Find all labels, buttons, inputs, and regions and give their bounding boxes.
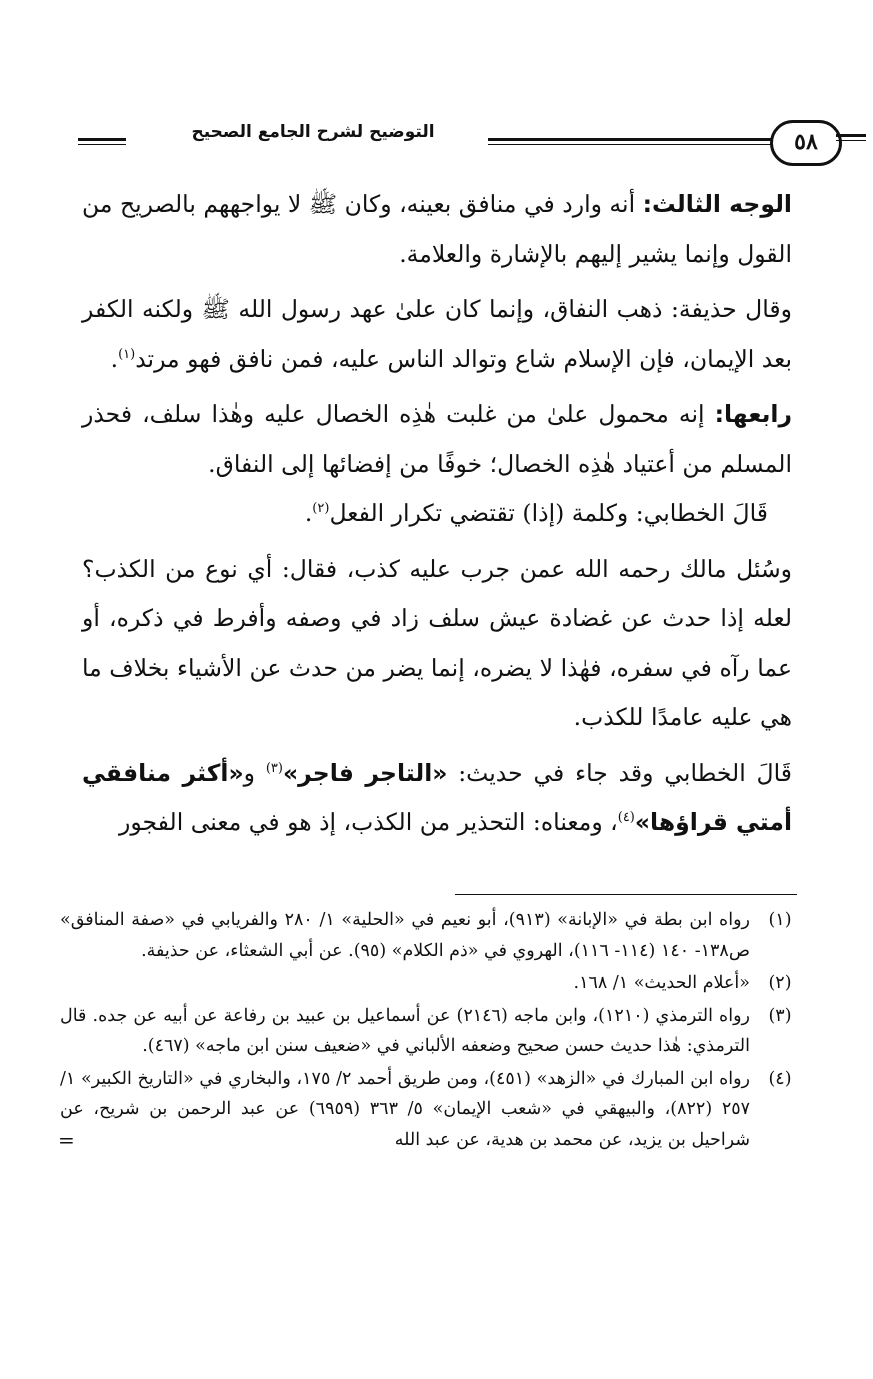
paragraph-text: و <box>243 758 266 787</box>
footnote <box>60 1001 800 1062</box>
continuation-mark: = <box>58 1127 75 1152</box>
footnotes <box>60 905 800 1157</box>
footnote-number: (٣) <box>768 1005 792 1026</box>
footnote-ref: (٢) <box>312 501 330 517</box>
footnote <box>60 1064 800 1156</box>
footnote-ref: (٤) <box>617 810 635 826</box>
paragraph-khattabi-hadith <box>82 749 792 848</box>
footnote-text: رواه ابن المبارك في «الزهد» (٤٥١)، ومن طريق أحمد ٢/ ١٧٥، والبخاري في «التاريخ الكبير» ١/ ٢٥٧ (٨٢٢)، والبيهقي في «شعب الإيمان» ٥/ ٣٦٣ (٦٩٥٩) عن عبد الرحمن بن شريح، عن شراحيل بن يزيد، عن محمد بن هدية، عن عبد الله <box>60 1068 751 1150</box>
paragraph-khattabi: قَالَ الخطابي: وكلمة (إذا) تقتضي تكرار الفعل$^{(٢)}$. <box>304 499 768 527</box>
hadith-quote: «أكثر منافقي أمتي قراؤها» <box>82 758 792 836</box>
hadith-quote: «التاجر فاجر» <box>282 758 448 787</box>
paragraph-text: قَالَ الخطابي وقد جاء في حديث: <box>447 758 792 787</box>
paragraph-lead: رابعها: <box>714 400 792 428</box>
paragraph-text: أنه وارد في منافق بعينه، وكان ﷺ لا يواجههم بالصريح من القول وإنما يشير إليهم بالإشارة والعلامة. <box>82 190 792 268</box>
footnote-number: (٤) <box>768 1068 792 1089</box>
footnote <box>60 905 800 966</box>
footnote-text: رواه الترمذي (١٢١٠)، وابن ماجه (٢١٤٦) عن أسماعيل بن عبيد بن رفاعة عن أبيه عن جده. قال الترمذي: هٰذا حديث حسن صحيح وضعفه الألباني في «ضعيف سنن ابن ماجه» (٤٦٧). <box>60 1005 750 1056</box>
paragraph-fourth <box>82 390 792 489</box>
footnote-ref: (١) <box>118 346 136 362</box>
footnote-text: «أعلام الحديث» ١/ ١٦٨. <box>573 973 750 993</box>
header-book-title: التوضيح لشرح الجامع الصحيح <box>191 122 435 142</box>
paragraph-text: ، ومعناه: التحذير من الكذب، إذ هو في معنى الفجور <box>119 808 618 836</box>
header-rule-right <box>836 134 866 141</box>
paragraph-text: إنه محمول علىٰ من غلبت هٰذِه الخصال عليه وهٰذا سلف، فحذر المسلم من أعتياد هٰذِه الخصال؛ خوفًا من إفضائها إلى النفاق. <box>82 400 792 478</box>
paragraph-malik <box>82 545 792 743</box>
header-rule-middle <box>488 138 773 145</box>
footnote-text: رواه ابن بطة في «الإبانة» (٩١٣)، أبو نعيم في «الحلية» ١/ ٢٨٠ والفريابي في «صفة المنافق» ص١٣٨- ١٤٠ (١١٤- ١١٦)، الهروي في «ذم الكلام» (٩٥). عن أبي الشعثاء، عن حذيفة. <box>60 910 750 961</box>
paragraph-lead: الوجه الثالث: <box>642 190 792 218</box>
footnote-number: (٢) <box>768 973 792 993</box>
paragraph-third-aspect <box>82 180 792 279</box>
paragraph-text: قَالَ الخطابي: وكلمة (إذا) تقتضي تكرار الفعل <box>329 499 768 527</box>
footnote-separator <box>455 894 797 895</box>
footnote <box>60 968 800 999</box>
paragraph-hudhayfa: وقال حذيفة: ذهب النفاق، وإنما كان علىٰ عهد رسول الله ﷺ ولكنه الكفر بعد الإيمان، فإن الإسلام شاع وتوالد الناس عليه، فمن نافق فهو مرتد$^{(١)}$. <box>82 295 792 373</box>
main-text <box>82 180 792 848</box>
footnote-number: (١) <box>768 910 792 930</box>
paragraph-text: وقال حذيفة: ذهب النفاق، وإنما كان علىٰ عهد رسول الله ﷺ ولكنه الكفر بعد الإيمان، فإن الإسلام شاع وتوالد الناس عليه، فمن نافق فهو مرتد <box>82 295 792 373</box>
page-number: ٥٨ <box>770 120 842 166</box>
paragraph-text: وسُئل مالك رحمه الله عمن جرب عليه كذب، فقال: أي نوع من الكذب؟ لعله إذا حدث عن غضادة عيش سلف زاد في وصفه وأفرط في ذكره، أو عما رآه في سفره، فهٰذا لا يضره، إنما يضر من حدث عن الأشياء بخلاف ما هي عليه عامدًا للكذب. <box>82 554 792 731</box>
running-header <box>78 122 818 168</box>
header-rule-left <box>78 138 126 145</box>
footnote-ref: (٣) <box>265 760 283 776</box>
